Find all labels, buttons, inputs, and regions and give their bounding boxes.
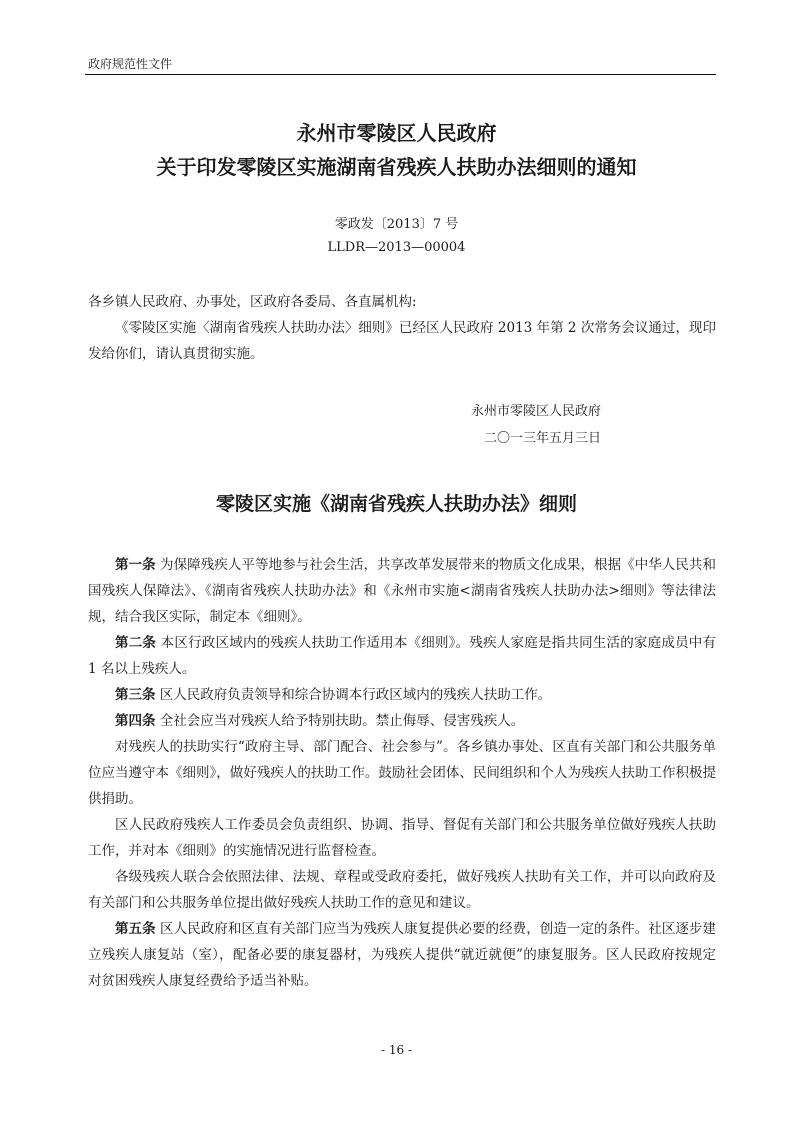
article-3	[88, 682, 716, 708]
notice-block	[88, 289, 716, 367]
article-text: 全社会应当对残疾人给予特别扶助。禁止侮辱、侵害残疾人。	[155, 713, 525, 729]
article-4	[88, 708, 716, 734]
article-4-para-3: 区人民政府残疾人工作委员会负责组织、协调、指导、督促有关部门和公共服务单位做好残疾人扶助工作，并对本《细则》的实施情况进行监督检查。	[88, 817, 716, 859]
article-label: 第四条	[115, 713, 156, 729]
title-line-2: 关于印发零陵区实施湖南省残疾人扶助办法细则的通知	[156, 155, 637, 179]
article-text: 区人民政府和区直有关部门应当为残疾人康复提供必要的经费，创造一定的条件。社区逐步建立残疾人康复站（室），配备必要的康复器材，为残疾人提供“就近就便”的康复服务。区人民政府按规定对贫困残疾人康复经费给予适当补贴。	[88, 921, 716, 989]
article-text: 为保障残疾人平等地参与社会生活，共享改革发展带来的物质文化成果，根据《中华人民共和国残疾人保障法》、《湖南省残疾人扶助办法》和《永州市实施<湖南省残疾人扶助办法>细则》等法律法规，结合我区实际，制定本《细则》。	[88, 557, 716, 625]
notice-addressee: 各乡镇人民政府、办事处，区政府各委局、各直属机构:	[88, 294, 417, 310]
signature-issuer: 永州市零陵区人民政府	[471, 404, 602, 419]
article-2	[88, 630, 716, 682]
article-label: 第三条	[115, 687, 156, 703]
article-5	[88, 916, 716, 994]
signature-date: 二〇一三年五月三日	[484, 431, 602, 446]
article-label: 第二条	[115, 635, 157, 651]
article-text: 本区行政区域内的残疾人扶助工作适用本《细则》。残疾人家庭是指共同生活的家庭成员中有 1 名以上残疾人。	[88, 635, 717, 677]
article-4-para-2: 对残疾人的扶助实行“政府主导、部门配合、社会参与”。各乡镇办事处、区直有关部门和公共服务单位应当遵守本《细则》，做好残疾人的扶助工作。鼓励社会团体、民间组织和个人为残疾人扶助工作积极提供捐助。	[88, 739, 716, 807]
document-number: 零政发〔2013〕7 号	[334, 217, 459, 232]
article-4-para-4: 各级残疾人联合会依照法律、法规、章程或受政府委托，做好残疾人扶助有关工作，并可以向政府及有关部门和公共服务单位提出做好残疾人扶助工作的意见和建议。	[88, 869, 716, 911]
article-label: 第一条	[115, 557, 156, 573]
article-label: 第五条	[115, 921, 156, 937]
article-text: 区人民政府负责领导和综合协调本行政区域内的残疾人扶助工作。	[155, 687, 552, 703]
notice-body: 《零陵区实施〈湖南省残疾人扶助办法〉细则》已经区人民政府 2013 年第 2 次常务会议通过，现印发给你们，请认真贯彻实施。	[88, 320, 716, 362]
articles-block	[88, 552, 716, 994]
page-number: - 16 -	[380, 1043, 412, 1057]
rules-title: 零陵区实施《湖南省残疾人扶助办法》细则	[215, 493, 577, 515]
title-line-1: 永州市零陵区人民政府	[296, 121, 497, 145]
header-label: 政府规范性文件	[88, 57, 173, 71]
document-code: LLDR—2013—00004	[327, 240, 466, 255]
header-rule	[85, 74, 716, 75]
article-1	[88, 552, 716, 630]
